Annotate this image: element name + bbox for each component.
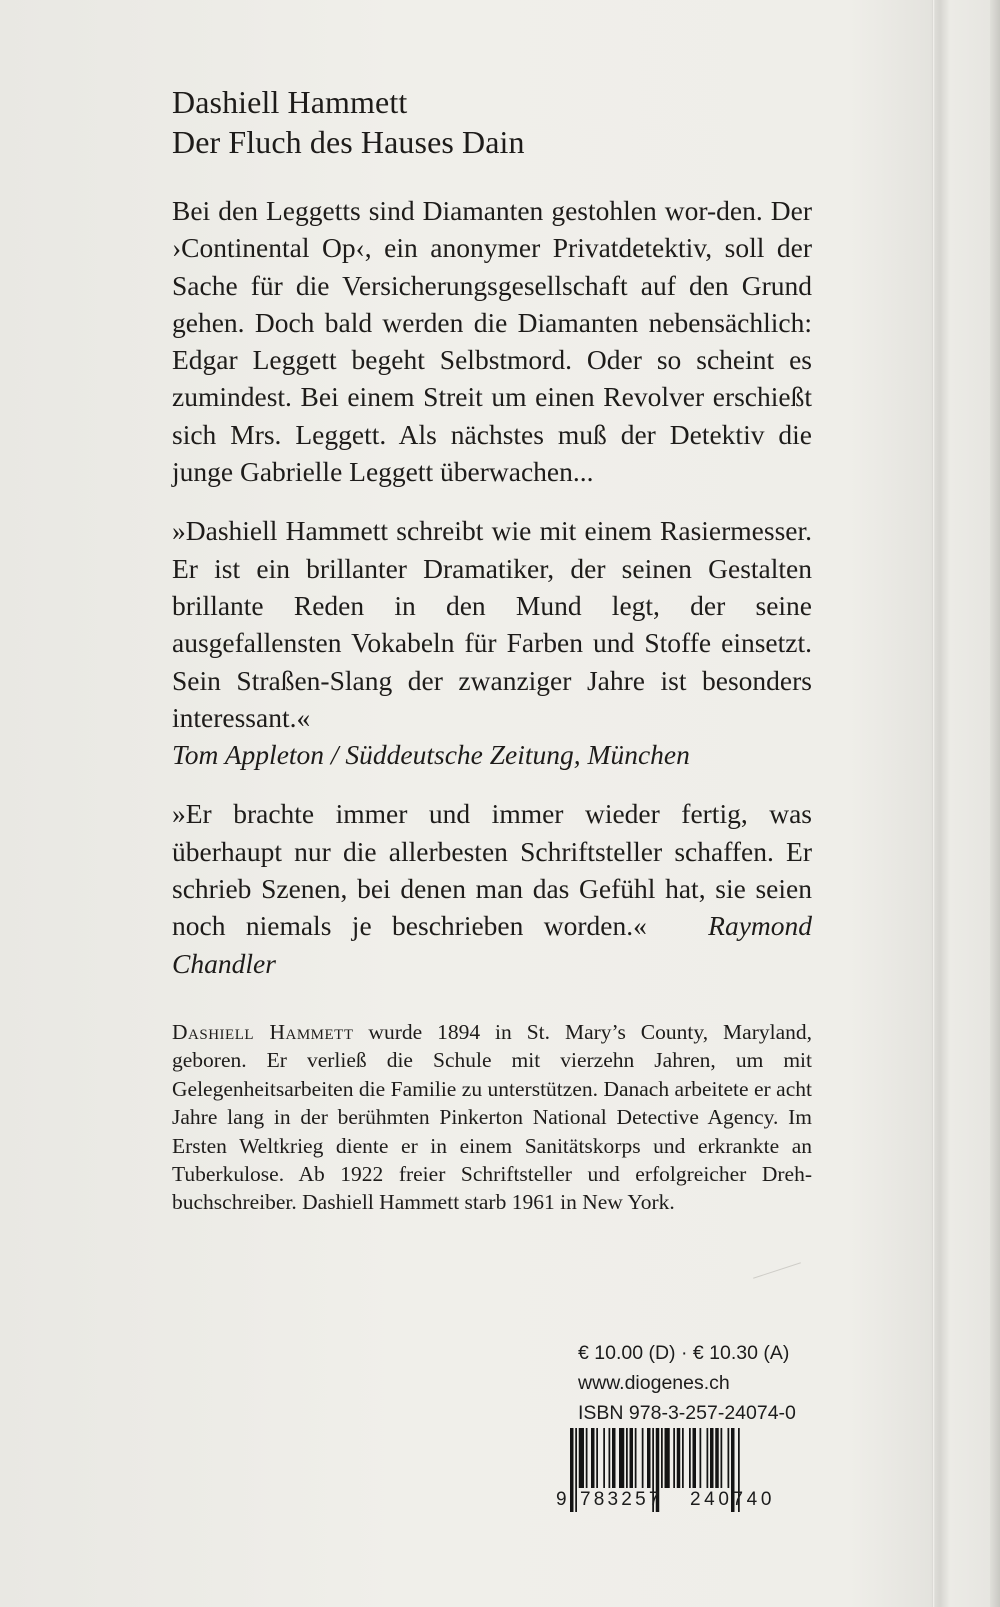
barcode-bar bbox=[689, 1428, 691, 1488]
bio-text: wurde 1894 in St. Mary’s County, Maryland, geboren. Er verließ die Schule mit vierzehn Jahren, um mit Gelegenheitsarbeiten die Familie zu unterstützen. Danach arbeitete er acht Jahre lang in der berühmten Pinkerton National Detective Agency. Im Ersten Weltkrieg diente er in einem Sanitätskorps und erkrankte an Tuberkulose. Ab 1922 freier Schriftsteller und erfolgreicher Drehbuchschreiber. Dashiell Hammett starb 1961 in New York. bbox=[172, 1019, 812, 1215]
quote-appleton-text: »Dashiell Hammett schreibt wie mit einem Rasiermesser. Er ist ein brillanter Dramatiker, der seinen Gestalten brillante Reden in den Mund legt, der seine ausgefallensten Vokabeln für Farben und Stoffe einsetzt. Sein Straßen-Slang der zwanziger Jahre ist besonders interessant.« bbox=[172, 515, 812, 733]
scuff-mark bbox=[753, 1262, 801, 1278]
barcode-bar bbox=[603, 1428, 605, 1488]
barcode-bar bbox=[609, 1428, 611, 1488]
barcode-bar bbox=[647, 1428, 651, 1488]
quote-appleton-source: Tom Appleton / Süddeutsche Zeitung, München bbox=[172, 739, 690, 771]
barcode-bar bbox=[635, 1428, 637, 1488]
barcode-bar bbox=[677, 1428, 681, 1488]
barcode bbox=[556, 1428, 816, 1516]
barcode-bar bbox=[721, 1428, 723, 1488]
barcode-bar bbox=[715, 1428, 719, 1488]
barcode-bar bbox=[626, 1428, 628, 1488]
author-name: Dashiell Hammett bbox=[172, 84, 408, 120]
quote-chandler bbox=[172, 795, 812, 981]
isbn-label: ISBN 978-3-257-24074-0 bbox=[578, 1402, 796, 1424]
barcode-right-digits: 240740 bbox=[690, 1489, 776, 1510]
cover-fold-line bbox=[932, 0, 935, 1607]
barcode-bar bbox=[665, 1428, 670, 1488]
book-title: Der Fluch des Hauses Dain bbox=[172, 124, 525, 160]
barcode-bar bbox=[591, 1428, 595, 1488]
barcode-bar bbox=[612, 1428, 616, 1488]
price-label: € 10.00 (D) · € 10.30 (A) bbox=[578, 1342, 790, 1364]
cover-text bbox=[172, 82, 812, 1217]
barcode-bar bbox=[575, 1428, 577, 1512]
barcode-bar bbox=[586, 1428, 588, 1488]
quote-chandler-text: »Er brachte immer und immer wieder fertig, was überhaupt nur die allerbesten Schriftsteller schaffen. Er schrieb Szenen, bei denen man das Gefühl hat, sie seien noch niemals je beschrieben worden.« bbox=[172, 798, 812, 942]
author-bio bbox=[172, 1018, 812, 1217]
barcode-bar bbox=[661, 1428, 663, 1488]
quote-chandler-source: Raymond Chandler bbox=[172, 910, 813, 979]
barcode-bar bbox=[682, 1428, 684, 1488]
barcode-lead-digit: 9 bbox=[556, 1489, 567, 1510]
barcode-bar bbox=[700, 1428, 702, 1488]
barcode-bar bbox=[642, 1428, 644, 1488]
barcode-bar bbox=[570, 1428, 574, 1512]
title-block bbox=[172, 82, 812, 162]
barcode-bar bbox=[579, 1428, 584, 1488]
barcode-bar bbox=[710, 1428, 714, 1488]
blurb-paragraph: Bei den Leggetts sind Diamanten gestohlen wor-den. Der ›Continental Op‹, ein anonymer Privatdetektiv, soll der Sache für die Versicherungsgesellschaft auf den Grund gehen. Doch bald werden die Diamanten nebensächlich: Edgar Leggett begeht Selbstmord. Oder so scheint es zumindest. Bei einem Streit um einen Revolver erschießt sich Mrs. Leggett. Als nächstes muß der Detektiv die junge Gabrielle Leggett überwachen... bbox=[172, 195, 812, 488]
barcode-bar bbox=[707, 1428, 709, 1488]
publisher-website: www.diogenes.ch bbox=[578, 1372, 730, 1394]
barcode-bar bbox=[619, 1428, 624, 1488]
barcode-left-digits: 783257 bbox=[580, 1489, 663, 1510]
barcode-bar bbox=[596, 1428, 598, 1488]
barcode-bar bbox=[630, 1428, 634, 1488]
quote-appleton bbox=[172, 512, 812, 773]
barcode-bar bbox=[673, 1428, 675, 1488]
barcode-bar bbox=[728, 1428, 730, 1488]
barcode-bar bbox=[693, 1428, 697, 1488]
cover-edge bbox=[990, 0, 1000, 1607]
price-block bbox=[578, 1338, 796, 1428]
bio-author-name: Dashiell Hammett bbox=[172, 1019, 354, 1044]
